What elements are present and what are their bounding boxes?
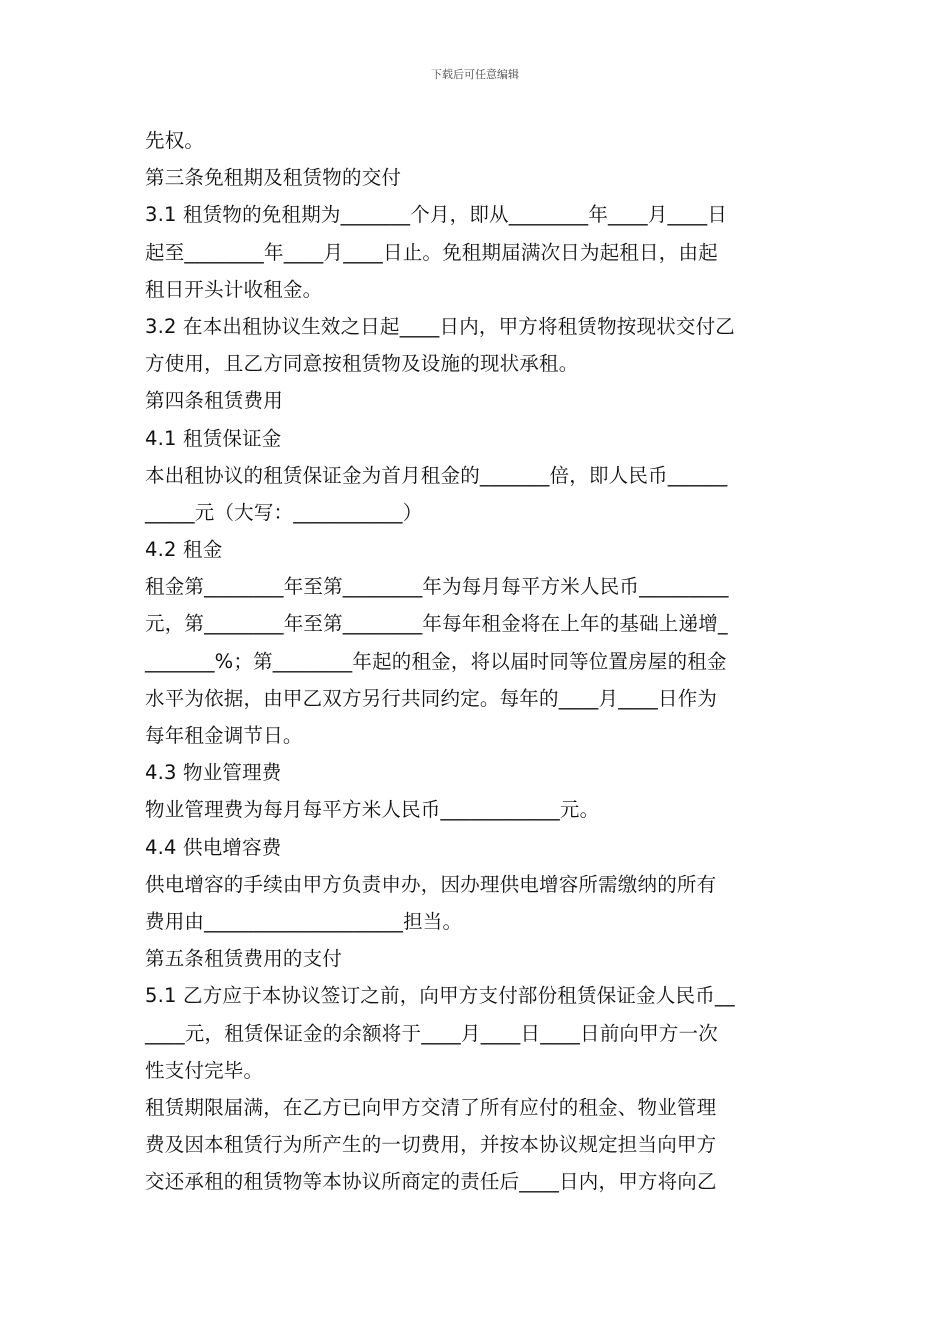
text-line: 元，第________年至第________年每年租金将在上年的基础上递增_: [145, 612, 728, 636]
section-heading: 第三条免租期及租赁物的交付: [145, 166, 402, 190]
text-line: 5.1 乙方应于本协议签订之前，向甲方支付部份租赁保证金人民币__: [145, 984, 735, 1008]
subsection-heading: 4.1 租赁保证金: [145, 426, 282, 450]
text-line: ____元，租赁保证金的余额将于____月____日____日前向甲方一次: [145, 1021, 718, 1045]
section-heading: 第五条租赁费用的支付: [145, 947, 343, 971]
text-line: 性支付完毕。: [145, 1058, 264, 1082]
text-line: _______%；第________年起的租金，将以届时同等位置房屋的租金: [145, 649, 727, 673]
subsection-heading: 4.3 物业管理费: [145, 761, 282, 785]
text-line: 水平为依据，由甲乙双方另行共同约定。每年的____月____日作为: [145, 686, 718, 710]
section-heading: 第四条租赁费用: [145, 389, 283, 413]
subsection-heading: 4.2 租金: [145, 538, 223, 562]
text-line: 费及因本租赁行为所产生的一切费用，并按本协议规定担当向甲方: [145, 1133, 717, 1157]
text-line: 交还承租的租赁物等本协议所商定的责任后____日内，甲方将向乙: [145, 1170, 717, 1194]
document-body: [145, 122, 810, 1200]
text-line: 费用由____________________担当。: [145, 909, 463, 933]
text-line: 租日开头计收租金。: [145, 277, 323, 301]
subsection-heading: 4.4 供电增容费: [145, 835, 282, 859]
text-line: 3.1 租赁物的免租期为_______个月，即从________年____月____日: [145, 203, 728, 227]
text-line: 租金第________年至第________年为每月每平方米人民币_________: [145, 575, 729, 599]
page-header: 下载后可任意编辑: [431, 68, 519, 81]
text-line: 本出租协议的租赁保证金为首月租金的_______倍，即人民币______: [145, 463, 728, 487]
text-line: 方使用，且乙方同意按租赁物及设施的现状承租。: [145, 352, 579, 376]
text-line: 租赁期限届满，在乙方已向甲方交清了所有应付的租金、物业管理: [145, 1095, 717, 1119]
text-line: 3.2 在本出租协议生效之日起____日内，甲方将租赁物按现状交付乙: [145, 314, 736, 338]
text-line: 每年租金调节日。: [145, 724, 303, 747]
text-line: 供电增容的手续由甲方负责申办，因办理供电增容所需缴纳的所有: [145, 872, 717, 896]
text-line: 物业管理费为每月每平方米人民币____________元。: [145, 798, 600, 822]
text-line: 先权。: [145, 129, 205, 152]
text-line: _____元（大写：___________）: [145, 500, 423, 524]
text-line: 起至________年____月____日止。免租期届满次日为起租日，由起: [145, 240, 718, 264]
